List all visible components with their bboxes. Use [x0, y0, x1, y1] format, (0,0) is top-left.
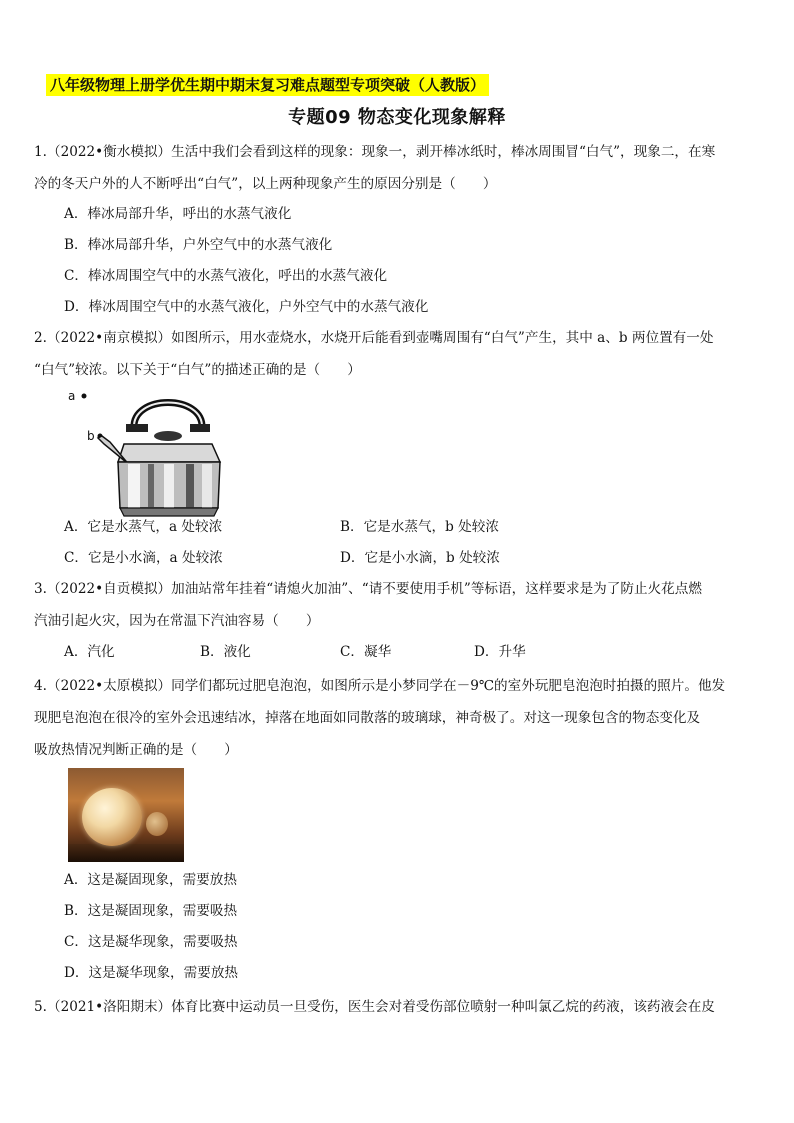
question-2-option-a: A．它是水蒸气，a 处较浓	[64, 519, 223, 535]
question-3-option-c: C．凝华	[340, 644, 392, 660]
question-2-line-1: 2.（2022•南京模拟）如图所示，用水壶烧水，水烧开后能看到壶嘴周围有“白气”产生，其中 a、b 两位置有一处	[34, 330, 714, 346]
kettle-lid	[118, 444, 220, 462]
point-a-marker	[82, 394, 87, 399]
kettle-base	[120, 508, 218, 516]
question-4-line-1: 4.（2022•太原模拟）同学们都玩过肥皂泡泡，如图所示是小梦同学在－9℃的室外玩肥皂泡泡时拍摄的照片。他发	[34, 678, 726, 694]
question-3-stem	[34, 573, 760, 637]
question-1-option-a: A．棒冰局部升华，呼出的水蒸气液化	[64, 206, 292, 222]
question-1-stem	[34, 136, 760, 200]
question-5-line-1: 5.（2021•洛阳期末）体育比赛中运动员一旦受伤，医生会对着受伤部位喷射一种叫氯乙烷的药液，该药液会在皮	[34, 999, 715, 1015]
question-4-option-a: A．这是凝固现象，需要放热	[64, 872, 237, 888]
figure-label-b: b	[87, 429, 95, 443]
figure-label-a: a	[68, 389, 76, 403]
question-1-option-b: B．棒冰局部升华，户外空气中的水蒸气液化	[64, 237, 333, 253]
frozen-bubble	[82, 788, 142, 846]
question-1-option-c: C．棒冰周围空气中的水蒸气液化，呼出的水蒸气液化	[64, 268, 388, 284]
kettle-lid-knob	[154, 431, 182, 441]
question-4-stem	[34, 670, 760, 766]
series-banner: 八年级物理上册学优生期中期末复习难点题型专项突破（人教版）	[46, 74, 489, 96]
question-3-line-2: 汽油引起火灾，因为在常温下汽油容易（ ）	[34, 613, 320, 629]
question-4-option-d: D．这是凝华现象，需要放热	[64, 965, 239, 981]
question-4-option-b: B．这是凝固现象，需要吸热	[64, 903, 238, 919]
question-3-line-1: 3.（2022•自贡模拟）加油站常年挂着“请熄火加油”、“请不要使用手机”等标语，这样要求是为了防止火花点燃	[34, 581, 702, 597]
question-2-line-2: “白气”较浓。以下关于“白气”的描述正确的是（ ）	[34, 362, 361, 378]
question-3-option-a: A．汽化	[64, 644, 115, 660]
question-1-line-2: 冷的冬天户外的人不断呼出“白气”，以上两种现象产生的原因分别是（ ）	[34, 176, 497, 192]
page-title: 专题09 物态变化现象解释	[288, 107, 506, 128]
question-1-line-1: 1.（2022•衡水模拟）生活中我们会看到这样的现象：现象一，剥开棒冰纸时，棒冰周围冒“白气”，现象二，在寒	[34, 144, 716, 160]
question-3-option-d: D．升华	[474, 644, 526, 660]
question-2-option-d: D．它是小水滴，b 处较浓	[340, 550, 500, 566]
question-2-option-c: C．它是小水滴，a 处较浓	[64, 550, 223, 566]
question-4-line-2: 现肥皂泡泡在很冷的室外会迅速结冰，掉落在地面如同散落的玻璃球，神奇极了。对这一现象包含的物态变化及	[34, 710, 701, 726]
question-4-option-c: C．这是凝华现象，需要吸热	[64, 934, 238, 950]
question-3-option-b: B．液化	[200, 644, 251, 660]
frozen-bubble-photo	[68, 768, 184, 862]
question-2-option-b: B．它是水蒸气，b 处较浓	[340, 519, 499, 535]
question-1-option-d: D．棒冰周围空气中的水蒸气液化，户外空气中的水蒸气液化	[64, 299, 429, 315]
question-4-line-3: 吸放热情况判断正确的是（ ）	[34, 742, 238, 758]
question-5-stem	[34, 991, 760, 1023]
kettle-figure	[68, 388, 228, 520]
question-2-stem	[34, 322, 760, 386]
